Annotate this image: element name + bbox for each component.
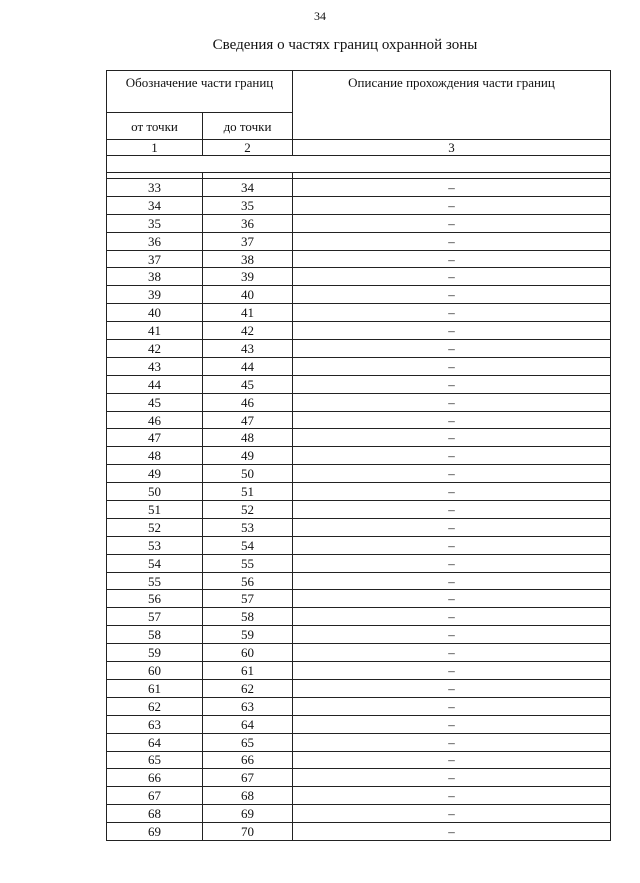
- table-row: [107, 322, 611, 340]
- from-point-cell: 38: [107, 268, 203, 286]
- description-cell: –: [293, 304, 611, 322]
- from-point-cell: 58: [107, 626, 203, 644]
- description-cell: –: [293, 393, 611, 411]
- column-number-1: 1: [107, 140, 203, 156]
- to-point-cell: 52: [203, 501, 293, 519]
- table-row: [107, 697, 611, 715]
- from-point-cell: 36: [107, 232, 203, 250]
- to-point-cell: 36: [203, 214, 293, 232]
- column-number-2: 2: [203, 140, 293, 156]
- description-cell: –: [293, 322, 611, 340]
- from-point-cell: 47: [107, 429, 203, 447]
- description-cell: –: [293, 715, 611, 733]
- to-point-cell: 58: [203, 608, 293, 626]
- document-title: Сведения о частях границ охранной зоны: [212, 37, 478, 53]
- table-row: [107, 590, 611, 608]
- table-row: [107, 340, 611, 358]
- description-cell: –: [293, 179, 611, 197]
- description-cell: –: [293, 662, 611, 680]
- from-point-cell: 43: [107, 357, 203, 375]
- description-cell: –: [293, 572, 611, 590]
- table-row: [107, 536, 611, 554]
- from-point-cell: 56: [107, 590, 203, 608]
- description-cell: –: [293, 465, 611, 483]
- from-point-cell: 59: [107, 644, 203, 662]
- header-description: Описание прохождения части границ: [293, 71, 611, 140]
- description-cell: –: [293, 608, 611, 626]
- table-row: [107, 357, 611, 375]
- description-cell: –: [293, 679, 611, 697]
- table-row: [107, 787, 611, 805]
- to-point-cell: 57: [203, 590, 293, 608]
- to-point-cell: 39: [203, 268, 293, 286]
- column-number-row: [107, 140, 611, 156]
- table-row: [107, 823, 611, 841]
- to-point-cell: 43: [203, 340, 293, 358]
- to-point-cell: 67: [203, 769, 293, 787]
- from-point-cell: 35: [107, 214, 203, 232]
- page-number: 34: [314, 9, 326, 23]
- to-point-cell: 69: [203, 805, 293, 823]
- table-row: [107, 214, 611, 232]
- to-point-cell: 51: [203, 483, 293, 501]
- to-point-cell: 50: [203, 465, 293, 483]
- from-point-cell: 51: [107, 501, 203, 519]
- description-cell: –: [293, 769, 611, 787]
- table-row: [107, 733, 611, 751]
- description-cell: –: [293, 536, 611, 554]
- to-point-cell: 60: [203, 644, 293, 662]
- from-point-cell: 52: [107, 518, 203, 536]
- from-point-cell: 46: [107, 411, 203, 429]
- description-cell: –: [293, 340, 611, 358]
- description-cell: –: [293, 554, 611, 572]
- description-cell: –: [293, 196, 611, 214]
- header-boundary-designation: Обозначение части границ: [107, 71, 293, 113]
- description-cell: –: [293, 483, 611, 501]
- empty-section-row: [107, 156, 611, 173]
- boundary-parts-table: [106, 70, 611, 841]
- description-cell: –: [293, 590, 611, 608]
- description-cell: –: [293, 644, 611, 662]
- from-point-cell: 69: [107, 823, 203, 841]
- from-point-cell: 67: [107, 787, 203, 805]
- to-point-cell: 42: [203, 322, 293, 340]
- to-point-cell: 48: [203, 429, 293, 447]
- table-row: [107, 751, 611, 769]
- table-row: [107, 805, 611, 823]
- table-row: [107, 608, 611, 626]
- from-point-cell: 45: [107, 393, 203, 411]
- to-point-cell: 45: [203, 375, 293, 393]
- from-point-cell: 42: [107, 340, 203, 358]
- from-point-cell: 57: [107, 608, 203, 626]
- to-point-cell: 54: [203, 536, 293, 554]
- description-cell: –: [293, 429, 611, 447]
- empty-section-cell: [107, 156, 611, 173]
- table-row: [107, 626, 611, 644]
- table-row: [107, 501, 611, 519]
- to-point-cell: 63: [203, 697, 293, 715]
- from-point-cell: 61: [107, 679, 203, 697]
- table-row: [107, 393, 611, 411]
- description-cell: –: [293, 733, 611, 751]
- from-point-cell: 33: [107, 179, 203, 197]
- to-point-cell: 66: [203, 751, 293, 769]
- table-row: [107, 196, 611, 214]
- description-cell: –: [293, 286, 611, 304]
- from-point-cell: 68: [107, 805, 203, 823]
- to-point-cell: 56: [203, 572, 293, 590]
- to-point-cell: 55: [203, 554, 293, 572]
- from-point-cell: 64: [107, 733, 203, 751]
- column-number-3: 3: [293, 140, 611, 156]
- description-cell: –: [293, 214, 611, 232]
- table-row: [107, 250, 611, 268]
- from-point-cell: 54: [107, 554, 203, 572]
- from-point-cell: 44: [107, 375, 203, 393]
- to-point-cell: 65: [203, 733, 293, 751]
- table-row: [107, 232, 611, 250]
- table-row: [107, 518, 611, 536]
- from-point-cell: 63: [107, 715, 203, 733]
- description-cell: –: [293, 447, 611, 465]
- table-row: [107, 411, 611, 429]
- from-point-cell: 53: [107, 536, 203, 554]
- to-point-cell: 70: [203, 823, 293, 841]
- table-row: [107, 715, 611, 733]
- to-point-cell: 64: [203, 715, 293, 733]
- to-point-cell: 46: [203, 393, 293, 411]
- description-cell: –: [293, 518, 611, 536]
- from-point-cell: 34: [107, 196, 203, 214]
- to-point-cell: 41: [203, 304, 293, 322]
- description-cell: –: [293, 626, 611, 644]
- to-point-cell: 47: [203, 411, 293, 429]
- to-point-cell: 38: [203, 250, 293, 268]
- from-point-cell: 37: [107, 250, 203, 268]
- from-point-cell: 66: [107, 769, 203, 787]
- from-point-cell: 39: [107, 286, 203, 304]
- to-point-cell: 34: [203, 179, 293, 197]
- description-cell: –: [293, 805, 611, 823]
- to-point-cell: 40: [203, 286, 293, 304]
- from-point-cell: 40: [107, 304, 203, 322]
- table-row: [107, 375, 611, 393]
- table-row: [107, 644, 611, 662]
- table-row: [107, 286, 611, 304]
- table-row: [107, 429, 611, 447]
- description-cell: –: [293, 823, 611, 841]
- to-point-cell: 59: [203, 626, 293, 644]
- description-cell: –: [293, 268, 611, 286]
- table-row: [107, 268, 611, 286]
- table-row: [107, 679, 611, 697]
- table-row: [107, 304, 611, 322]
- table-row: [107, 483, 611, 501]
- to-point-cell: 44: [203, 357, 293, 375]
- table-row: [107, 554, 611, 572]
- to-point-cell: 62: [203, 679, 293, 697]
- from-point-cell: 48: [107, 447, 203, 465]
- table-body: [107, 179, 611, 841]
- header-to-point: до точки: [203, 113, 293, 140]
- from-point-cell: 49: [107, 465, 203, 483]
- table-row: [107, 769, 611, 787]
- description-cell: –: [293, 751, 611, 769]
- from-point-cell: 50: [107, 483, 203, 501]
- table-row: [107, 572, 611, 590]
- from-point-cell: 62: [107, 697, 203, 715]
- from-point-cell: 60: [107, 662, 203, 680]
- from-point-cell: 65: [107, 751, 203, 769]
- description-cell: –: [293, 501, 611, 519]
- to-point-cell: 37: [203, 232, 293, 250]
- table-row: [107, 465, 611, 483]
- description-cell: –: [293, 787, 611, 805]
- description-cell: –: [293, 411, 611, 429]
- to-point-cell: 53: [203, 518, 293, 536]
- to-point-cell: 61: [203, 662, 293, 680]
- table-row: [107, 662, 611, 680]
- table-row: [107, 179, 611, 197]
- description-cell: –: [293, 357, 611, 375]
- to-point-cell: 68: [203, 787, 293, 805]
- header-from-point: от точки: [107, 113, 203, 140]
- from-point-cell: 41: [107, 322, 203, 340]
- description-cell: –: [293, 375, 611, 393]
- description-cell: –: [293, 697, 611, 715]
- description-cell: –: [293, 250, 611, 268]
- from-point-cell: 55: [107, 572, 203, 590]
- description-cell: –: [293, 232, 611, 250]
- to-point-cell: 49: [203, 447, 293, 465]
- to-point-cell: 35: [203, 196, 293, 214]
- table-header-row: [107, 71, 611, 113]
- table-row: [107, 447, 611, 465]
